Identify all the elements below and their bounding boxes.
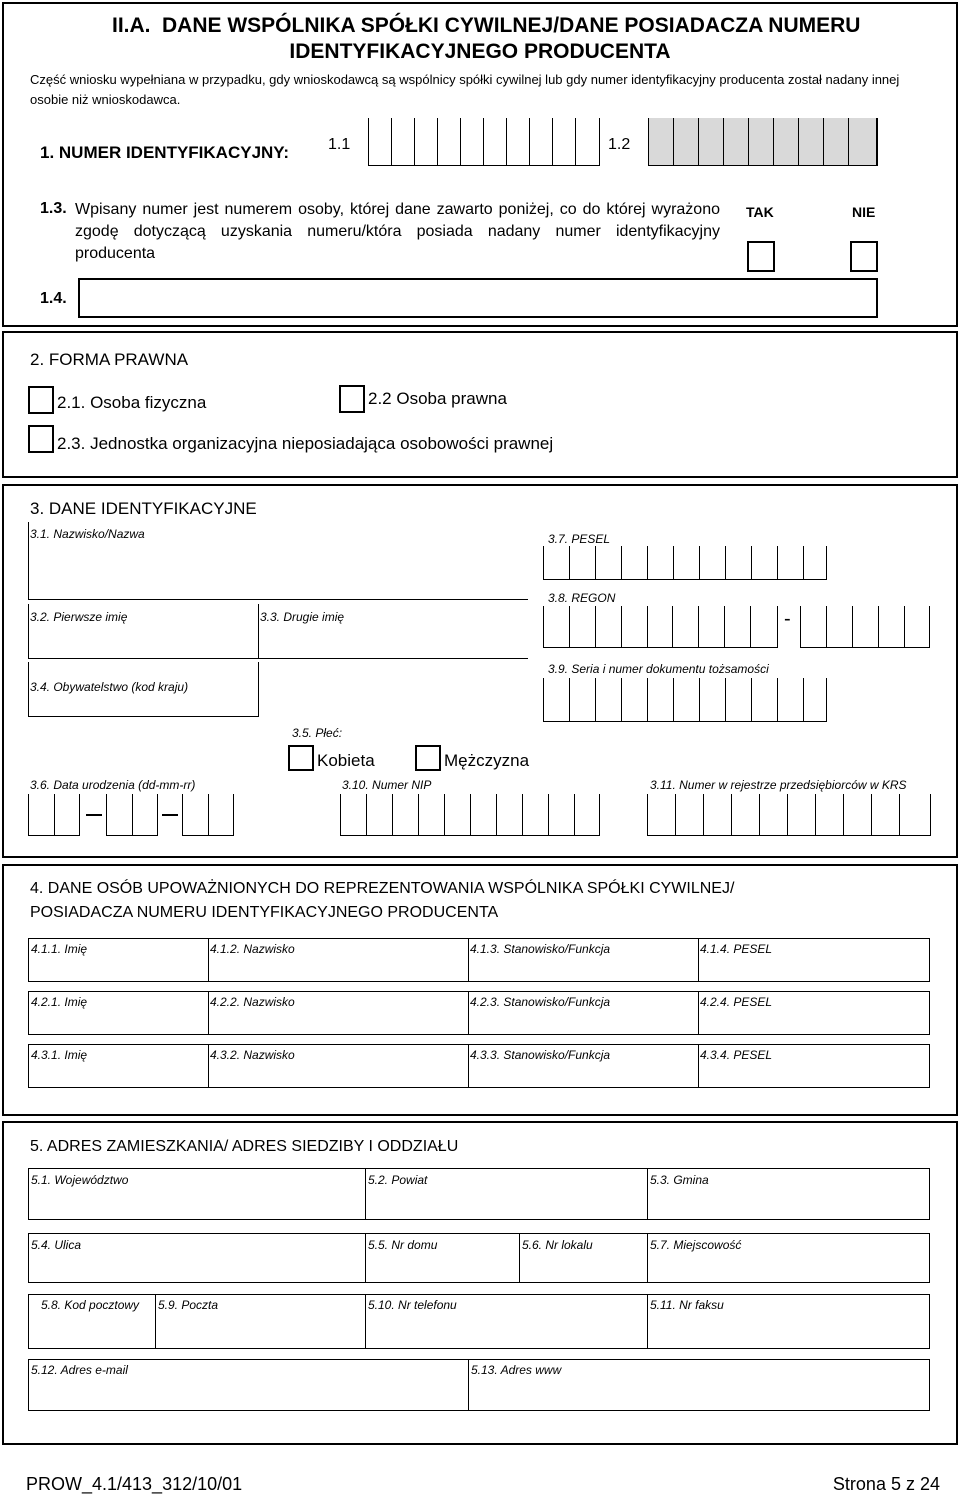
s3-f31-label: 3.1. Nazwisko/Nazwa xyxy=(30,527,145,541)
s5-row1-input[interactable] xyxy=(28,1168,930,1220)
s4-r3-nazwisko-label: 4.3.2. Nazwisko xyxy=(210,1048,295,1062)
s3-f311-input[interactable] xyxy=(647,794,931,836)
s4-r1-input[interactable] xyxy=(28,938,930,982)
s3-kobieta-label: Kobieta xyxy=(317,751,375,770)
s5-f510-label: 5.10. Nr telefonu xyxy=(368,1298,457,1312)
s2-o21-label: 2.1. Osoba fizyczna xyxy=(57,393,207,412)
s4-title-line1: 4. DANE OSÓB UPOWAŻNIONYCH DO REPREZENTOWANIA WSPÓLNIKA SPÓŁKI CYWILNEJ/ xyxy=(30,880,735,897)
s2-title: 2. FORMA PRAWNA xyxy=(30,350,189,369)
s4-r1-stanowisko-label: 4.1.3. Stanowisko/Funkcja xyxy=(470,942,611,956)
s4-r1-pesel-label: 4.1.4. PESEL xyxy=(700,942,773,956)
s4-r2-input[interactable] xyxy=(28,991,930,1035)
s5-f57-label: 5.7. Miejscowość xyxy=(650,1238,742,1252)
header-title-line1: DANE WSPÓLNIKA SPÓŁKI CYWILNEJ/DANE POSIADACZA NUMERU xyxy=(162,14,861,37)
s3-f31-border xyxy=(28,522,29,600)
s4-title-line2: POSIADACZA NUMERU IDENTYFIKACYJNEGO PRODUCENTA xyxy=(30,904,499,921)
s5-f58-label: 5.8. Kod pocztowy xyxy=(41,1298,140,1312)
s5-f511-label: 5.11. Nr faksu xyxy=(650,1298,724,1312)
s4-r3-pesel-label: 4.3.4. PESEL xyxy=(700,1048,773,1062)
footer-page: Strona 5 z 24 xyxy=(832,1474,940,1494)
s5-row2-input[interactable] xyxy=(28,1233,930,1283)
s1-label: 1. NUMER IDENTYFIKACYJNY: xyxy=(40,143,290,162)
s3-f34-border xyxy=(28,662,29,717)
s3-regon-dash: - xyxy=(784,608,791,630)
s3-f36-input[interactable] xyxy=(28,794,234,836)
s3-mezczyzna-checkbox[interactable] xyxy=(415,745,441,771)
s3-f310-label: 3.10. Numer NIP xyxy=(342,778,432,792)
s1-q13-text: Wpisany numer jest numerem osoby, której dane zawarto poniżej, co do której wyrażono zgodę dotyczącą uzyskania numeru/która posiada nadany numer identyfikacyjny producenta xyxy=(75,201,720,262)
s3-f33-label: 3.3. Drugie imię xyxy=(260,610,345,624)
s1-q13-num: 1.3. xyxy=(40,200,67,217)
s3-f34-label: 3.4. Obywatelstwo (kod kraju) xyxy=(30,680,189,694)
header-description: Część wniosku wypełniana w przypadku, gdy wnioskodawcą są wspólnicy spółki cywilnej lub gdy numer identyfikacyjny producenta został nadany innej osobie niż wnioskodawca. xyxy=(30,72,900,107)
s2-o22-checkbox[interactable] xyxy=(339,385,365,413)
s5-f51-label: 5.1. Województwo xyxy=(31,1173,129,1187)
s4-r3-input[interactable] xyxy=(28,1044,930,1088)
s3-kobieta-checkbox[interactable] xyxy=(288,745,314,771)
s3-f32-input[interactable] xyxy=(28,658,258,659)
s5-f513-label: 5.13. Adres www xyxy=(471,1363,562,1377)
s3-f37-input[interactable] xyxy=(543,546,827,580)
s3-f38-input-a[interactable] xyxy=(543,606,778,648)
s2-o23-checkbox[interactable] xyxy=(28,425,54,453)
s3-f39-input[interactable] xyxy=(543,678,827,722)
s3-f32-border xyxy=(28,604,29,659)
s4-r1-nazwisko-label: 4.1.2. Nazwisko xyxy=(210,942,295,956)
s3-f33-input[interactable] xyxy=(258,658,528,659)
footer-code: PROW_4.1/413_312/10/01 xyxy=(26,1474,243,1494)
s3-f33-border xyxy=(258,604,259,659)
s3-f36-label: 3.6. Data urodzenia (dd-mm-rr) xyxy=(30,778,196,792)
s1-tak-label: TAK xyxy=(746,204,774,220)
s1-f12-input[interactable] xyxy=(648,118,878,166)
s4-r2-imie-label: 4.2.1. Imię xyxy=(31,995,88,1009)
header-title-line2: IDENTYFIKACYJNEGO PRODUCENTA xyxy=(289,40,671,63)
s3-f39-label: 3.9. Seria i numer dokumentu tożsamości xyxy=(548,662,769,676)
s4-r2-nazwisko-label: 4.2.2. Nazwisko xyxy=(210,995,295,1009)
s1-f14-label: 1.4. xyxy=(40,290,67,307)
s3-f311-label: 3.11. Numer w rejestrze przedsiębiorców w KRS xyxy=(650,778,907,792)
s3-mezczyzna-label: Mężczyzna xyxy=(444,751,530,770)
s4-r3-stanowisko-label: 4.3.3. Stanowisko/Funkcja xyxy=(470,1048,611,1062)
s5-f59-label: 5.9. Poczta xyxy=(158,1298,219,1312)
s2-o22-label: 2.2 Osoba prawna xyxy=(368,389,507,408)
s5-f54-label: 5.4. Ulica xyxy=(31,1238,82,1252)
s1-f14-input[interactable] xyxy=(78,278,878,318)
s3-f34-input[interactable] xyxy=(28,716,258,717)
s3-f310-input[interactable] xyxy=(340,794,600,836)
header-prefix: II.A. xyxy=(112,14,151,37)
s1-f12-label: 1.2 xyxy=(608,136,631,153)
s5-f56-label: 5.6. Nr lokalu xyxy=(522,1238,593,1252)
s3-f32-label: 3.2. Pierwsze imię xyxy=(30,610,128,624)
s2-o21-checkbox[interactable] xyxy=(28,386,54,414)
s2-o23-label: 2.3. Jednostka organizacyjna nieposiadająca osobowości prawnej xyxy=(57,434,554,453)
s3-f35-label: 3.5. Płeć: xyxy=(292,726,343,740)
s1-f11-label: 1.1 xyxy=(328,136,351,153)
s1-nie-checkbox[interactable] xyxy=(850,241,878,272)
s4-r1-imie-label: 4.1.1. Imię xyxy=(31,942,88,956)
s5-f55-label: 5.5. Nr domu xyxy=(368,1238,438,1252)
s3-title: 3. DANE IDENTYFIKACYJNE xyxy=(30,499,257,518)
s4-r2-pesel-label: 4.2.4. PESEL xyxy=(700,995,773,1009)
s3-f37-label: 3.7. PESEL xyxy=(548,532,611,546)
s1-f11-input[interactable] xyxy=(368,118,600,166)
s3-f31-input[interactable] xyxy=(28,599,528,600)
s5-f53-label: 5.3. Gmina xyxy=(650,1173,709,1187)
s5-f52-label: 5.2. Powiat xyxy=(368,1173,428,1187)
s3-f34-right-border xyxy=(258,662,259,717)
s1-tak-checkbox[interactable] xyxy=(747,241,775,272)
s4-r2-stanowisko-label: 4.2.3. Stanowisko/Funkcja xyxy=(470,995,611,1009)
s5-f512-label: 5.12. Adres e-mail xyxy=(31,1363,128,1377)
s1-nie-label: NIE xyxy=(852,204,876,220)
s3-f38-label: 3.8. REGON xyxy=(548,591,616,605)
s3-f38-input-b[interactable] xyxy=(800,606,930,648)
s5-title: 5. ADRES ZAMIESZKANIA/ ADRES SIEDZIBY I ODDZIAŁU xyxy=(30,1138,459,1155)
s4-r3-imie-label: 4.3.1. Imię xyxy=(31,1048,88,1062)
